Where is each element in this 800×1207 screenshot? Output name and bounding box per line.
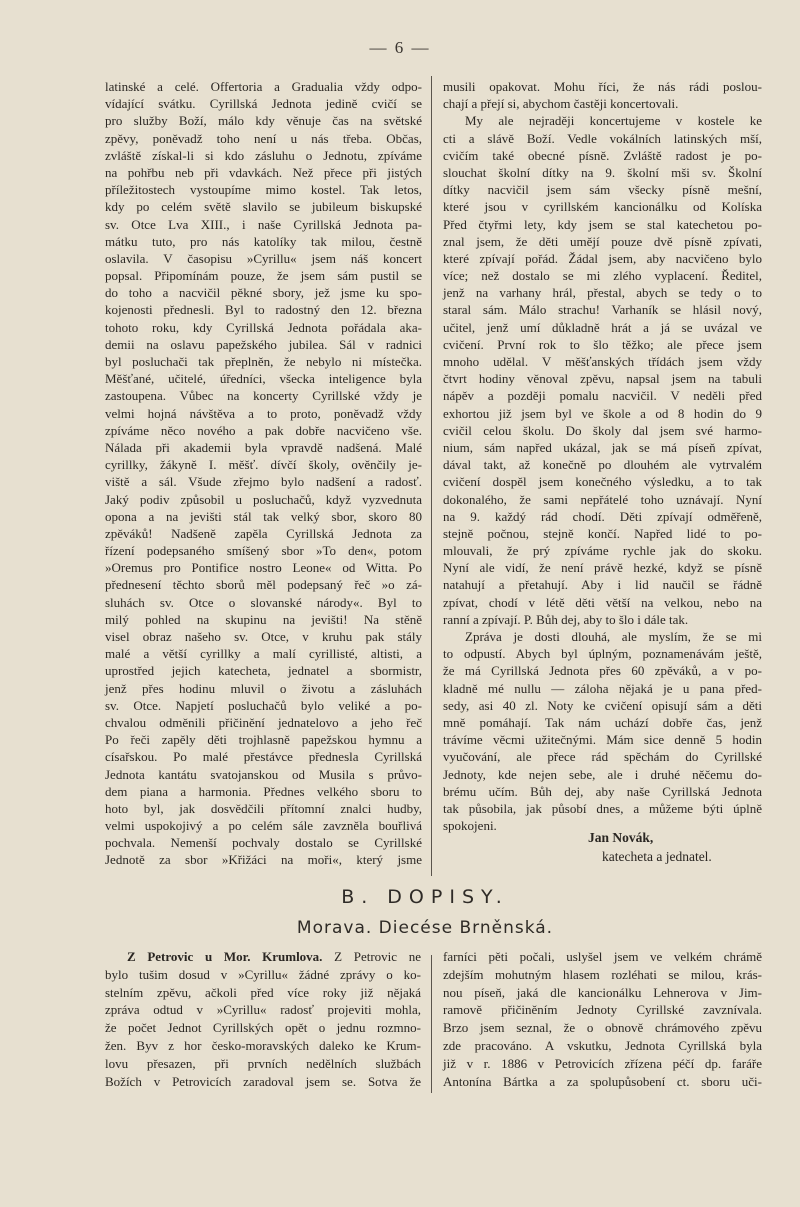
section-heading: B. DOPISY.: [341, 886, 509, 908]
text-line: zpráva odtud v »Cyrillu« radosť projeviti mohla,: [105, 1002, 421, 1018]
text-line: učitel, jenž umí důkladně hrát a já se uvázal ve: [443, 319, 762, 335]
top-right-column: [443, 78, 762, 834]
text-line: brému učím. Bůh dej, aby naše Cyrillská Jednota: [443, 783, 762, 799]
signature-title: katecheta a jednatel.: [602, 849, 712, 864]
text-line: kojenosti přednesli. Byl to radostný den 12. března: [105, 302, 422, 318]
text-line: nium, sám napřed ukázal, jak se má píseň zpívat,: [443, 439, 762, 455]
text-line: na 9. každý rád chodí. Děti zpívají odměřeně,: [443, 508, 762, 524]
text-line: cvičím také obecné písně. Zvláště radost je po-: [443, 147, 762, 163]
signature-name: Jan Novák,: [588, 830, 654, 845]
text-line: dokonalého, že sami nepřátelé toho uznávají. Nyní: [443, 491, 762, 507]
text-line: nápěv a později pomalu nacvičil. V neděli před: [443, 388, 762, 404]
bottom-left-column: [105, 948, 421, 1090]
text-line: příležitostech vystoupíme mimo kostel. Tak letos,: [105, 182, 422, 198]
text-line: pro služby Boží, málo kdy věnuje čas na světské: [105, 113, 422, 129]
text-line: mně pomáhají. Tak nám uchází dobře čas, jenž: [443, 714, 762, 730]
text-line: Zpráva je dosti dlouhá, ale myslím, že se mi: [465, 629, 762, 644]
text-line: zpěvy, poněvadž toho není u nás třeba. Občas,: [105, 130, 422, 146]
text-line: zpíváme něco nového a pak dobře nacvičeno vše.: [105, 422, 422, 438]
text-line: které jsou v cyrillském kancionálku od Kolíska: [443, 199, 762, 215]
page-number: — 6 —: [369, 38, 431, 57]
text-line: čtvrt hodiny věnoval zpěvu, napsal jsem na tabuli: [443, 371, 762, 387]
text-line: které zpívají pořád. Žádal jsem, aby nacvičeno bylo: [443, 250, 762, 266]
text-line: trávíme věcmi užitečnými. Mám sice denně 5 hodin: [443, 732, 762, 748]
text-line: malé a větší cyrillky a malí cyrillisté, altisti, a: [105, 646, 422, 662]
subheading: Morava. Diecése Brněnská.: [296, 918, 554, 938]
text-line: oslavila. V časopisu »Cyrillu« jsem náš koncert: [105, 250, 422, 266]
text-line: Brzo jsem seznal, že o obnově chrámového zpěvu: [443, 1020, 762, 1036]
text-line: musili opakovat. Mohu říci, že nás rádi poslou-: [443, 79, 762, 94]
text-line: sedy, asi 40 zl. Noty ke cvičení opisují sám a děti: [443, 697, 762, 713]
text-line: byl posluchači tak přeplněn, že nebylo ni místečka.: [105, 354, 422, 369]
text-line: Antonína Bártka a za spolupůsobení ct. sboru uči-: [443, 1073, 762, 1089]
text-line: na pohřbu neb při vdavkách. Než přece při jistých: [105, 164, 422, 180]
article-lead: Z Petrovic u Mor. Krumlova.: [127, 949, 323, 964]
text-line: do toho a nacvičil pěkné sbory, jež jsme ku spo-: [105, 285, 422, 301]
text-line: viště a sál. Všude zřejmo bylo nadšení a radosť.: [105, 474, 422, 490]
text-line: mátku tuto, pro nás katolíky tak milou, čestně: [105, 233, 422, 249]
text-line: sv. Otce Lva XIII., i naše Cyrillská Jednota pa-: [105, 216, 422, 232]
text-line: zpívat, chodí v létě děti větší na velkou, nebo na: [443, 594, 762, 610]
text-line: cvičení dospěl jsem konečného výsledku, a to tak: [443, 474, 762, 490]
text-line-rest: Z Petrovic ne: [322, 949, 421, 964]
text-line: zde pracováno. A vskutku, Jednota Cyrillská byla: [443, 1037, 762, 1053]
text-line: demii na oslavu papežského jubilea. Sál v radnici: [105, 336, 422, 352]
text-line: Měšťané, učitelé, úředníci, všecka inteligence byla: [105, 371, 422, 387]
text-line: stelním zpěvu, ačkoli před více roky již nějaká: [105, 984, 421, 1000]
text-line: visel obraz našeho sv. Otce, v kruhu pak stály: [105, 629, 422, 644]
text-line: Jednotě za sbor »Křižáci na moři«, který jsme: [105, 852, 422, 868]
text-line: opona a na jevišti stál tak velký sbor, skoro 80: [105, 508, 422, 524]
text-line: velmi hojná návštěva a to proto, poněvadž vždy: [105, 405, 422, 421]
column-divider-bottom: [431, 955, 432, 1093]
text-line: kladně mé nullu — záloha nějaká je u pana před-: [443, 680, 762, 696]
text-line: Jednota kantátu svatojanskou od Musila s průvo-: [105, 766, 422, 782]
text-line: farníci pěti počali, uslyšel jsem ve velkém chrámě: [443, 949, 762, 964]
text-line: cvičení. První rok to šlo těžko; ale přece jsem: [443, 336, 762, 352]
text-line: slouchat školní dítky na 9. školní mši sv. Školní: [443, 164, 762, 180]
text-line: cyrillky, žákyně I. měšť. dívčí školy, ověnčily je-: [105, 457, 422, 473]
text-line: řízení podepsaného smíšený sbor »To den«, potom: [105, 543, 422, 559]
text-line: tohoto roku, kdy Cyrillská Jednota pořádala aka-: [105, 319, 422, 335]
text-line: sluhách sv. Otce o slovanské národy«. Byl to: [105, 594, 422, 610]
text-line: již v r. 1886 v Petrovicích zřízena péčí dp. faráře: [443, 1055, 762, 1071]
text-line: chvalou odměnili přičinění jednatelovo a jeho řeč: [105, 714, 422, 730]
text-line: jenž přes hodinu mluvil o životu a zásluhách: [105, 680, 422, 696]
text-line: mlouvali, že prý zpíváme rychle jak do skoku.: [443, 543, 762, 559]
text-line: popsal. Připomínám pouze, že jsem sám pustil se: [105, 268, 422, 284]
text-line: My ale nejraději koncertujeme v kostele ke: [465, 113, 762, 129]
text-line: že má Cyrillská Jednota přes 60 zpěváků, a v po-: [443, 663, 762, 679]
bottom-right-column: [443, 948, 762, 1090]
text-line: dítky nacvičil jsem sám všecky písně mešní,: [443, 182, 762, 198]
text-line: stejně počnou, stejně končí. Napřed lidé to po-: [443, 525, 762, 541]
text-line: císařskou. Po malé přestávce přednesla Cyrillská: [105, 749, 422, 765]
text-line: hoto byl, jak dosvědčili přítomní znalci hudby,: [105, 800, 422, 816]
text-line: latinské a celé. Offertoria a Gradualia vždy odpo-: [105, 79, 422, 94]
text-line: dem piana a harmonia. Přednes velkého sboru to: [105, 783, 422, 799]
text-line: [105, 948, 421, 966]
text-line: více; než dostalo se mi zlého vyplacení. Ředitel,: [443, 268, 762, 284]
column-divider: [431, 76, 432, 876]
text-line: nou píseň, jaká dle kancionálku Lehnerova v Jim-: [443, 984, 762, 1000]
text-line: »Oremus pro Pontifice nostro Leone« od Witta. Po: [105, 560, 422, 576]
text-line: vídající svátku. Cyrillská Jednota jedině cvičí se: [105, 96, 422, 112]
text-line: že počet Jednot Cyrillských opět o jednu rozmno-: [105, 1020, 421, 1036]
text-line: to odpustí. Abych byl úplným, poznamenávám ještě,: [443, 646, 762, 662]
text-line: zpěváků! Nadšeně zapěla Cyrillská Jednota za: [105, 525, 422, 541]
text-line: kdy po celém světě slavilo se jubileum biskupské: [105, 199, 422, 215]
text-line: zastoupena. Vůbec na koncerty Cyrillské vždy je: [105, 388, 422, 404]
text-line: Nálada při akademii byla vpravdě nadšená. Malé: [105, 439, 422, 455]
text-line: jenž na varhany hrál, přestal, abych se tedy o to: [443, 285, 762, 301]
text-line: ranní a zpívají. P. Bůh dej, aby to šlo i dále tak.: [443, 611, 689, 627]
text-line: znal jsem, že děti umějí pouze dvě písně zpívati,: [443, 233, 762, 249]
text-line: Před čtyřmi lety, kdy jsem se stal katechetou po-: [443, 216, 762, 232]
text-line: bylo tušim dosud v »Cyrillu« žádné zprávy o ko-: [105, 966, 421, 982]
text-line: lovu přesazen, při prvních nedělních službách: [105, 1055, 421, 1071]
text-line: milý pohled na skupinu na jevišti! Na stěně: [105, 611, 422, 627]
text-line: chají a přejí si, abychom častěji koncertovali.: [443, 96, 679, 112]
text-line: ramově přičiněním Jednoty Cyrillské zavznívala.: [443, 1002, 762, 1018]
text-line: velmi uspokojivý a po celém sále zavzněla bouřlivá: [105, 818, 422, 834]
text-line: exhortou již jsem byl ve škole a od 8 hodin do 9: [443, 405, 762, 421]
text-line: natahují a přetahují. Aby i lid naučil se řádně: [443, 577, 762, 593]
text-line: Po řeči zapěly děti trojhlasně papežskou hymnu a: [105, 732, 422, 748]
top-left-column: [105, 78, 422, 869]
text-line: Jednoty, kde nejen sebe, ale i druhé něčemu do-: [443, 766, 762, 782]
text-line: přednesení těchto sborů měl podepsaný řeč »o zá-: [105, 577, 422, 593]
text-line: cvičil celou školu. Do školy dal jsem své harmo-: [443, 422, 762, 438]
text-line: zdejším mohutným hlasem rozléhati se milou, krás-: [443, 966, 762, 982]
text-line: uprostřed jejich katecheta, jednatel a sbormistr,: [105, 663, 422, 679]
text-line: zvláště získal-li si kdo zásluhu o Jednotu, zpíváme: [105, 147, 422, 163]
text-line: Božích v Petrovicích zaradoval jsem se. Sotva že: [105, 1073, 421, 1089]
text-line: žen. Byv z hor česko-moravských daleko ke Krum-: [105, 1037, 421, 1053]
text-line: cti a slávě Boží. Vedle vokálních latinských mší,: [443, 130, 762, 146]
text-line: Nyní ale vidí, že není právě hezké, když se písně: [443, 560, 762, 576]
text-line: vyučování, ale přece rád spěchám do Cyrillské: [443, 749, 762, 765]
text-line: tak působila, jak působí dnes, a můžeme býti úplně: [443, 800, 762, 816]
text-line: staral sám. Málo strachu! Varhaník se hlásil nový,: [443, 302, 762, 318]
text-line: Jaký podiv způsobil u posluchačů, když vyzvednuta: [105, 491, 422, 507]
text-line: pochvala. Nemenší pochvaly dostalo se Cyrillské: [105, 835, 422, 851]
text-line: dával takt, až konečně po dlouhém ale vytrvalém: [443, 457, 762, 473]
text-line: sv. Otce. Napjetí posluchačů bylo veliké a po-: [105, 697, 422, 713]
text-line: mnoho udělal. V měšťanských třídách jsem vždy: [443, 354, 762, 369]
text-line: spokojeni.: [443, 818, 497, 834]
